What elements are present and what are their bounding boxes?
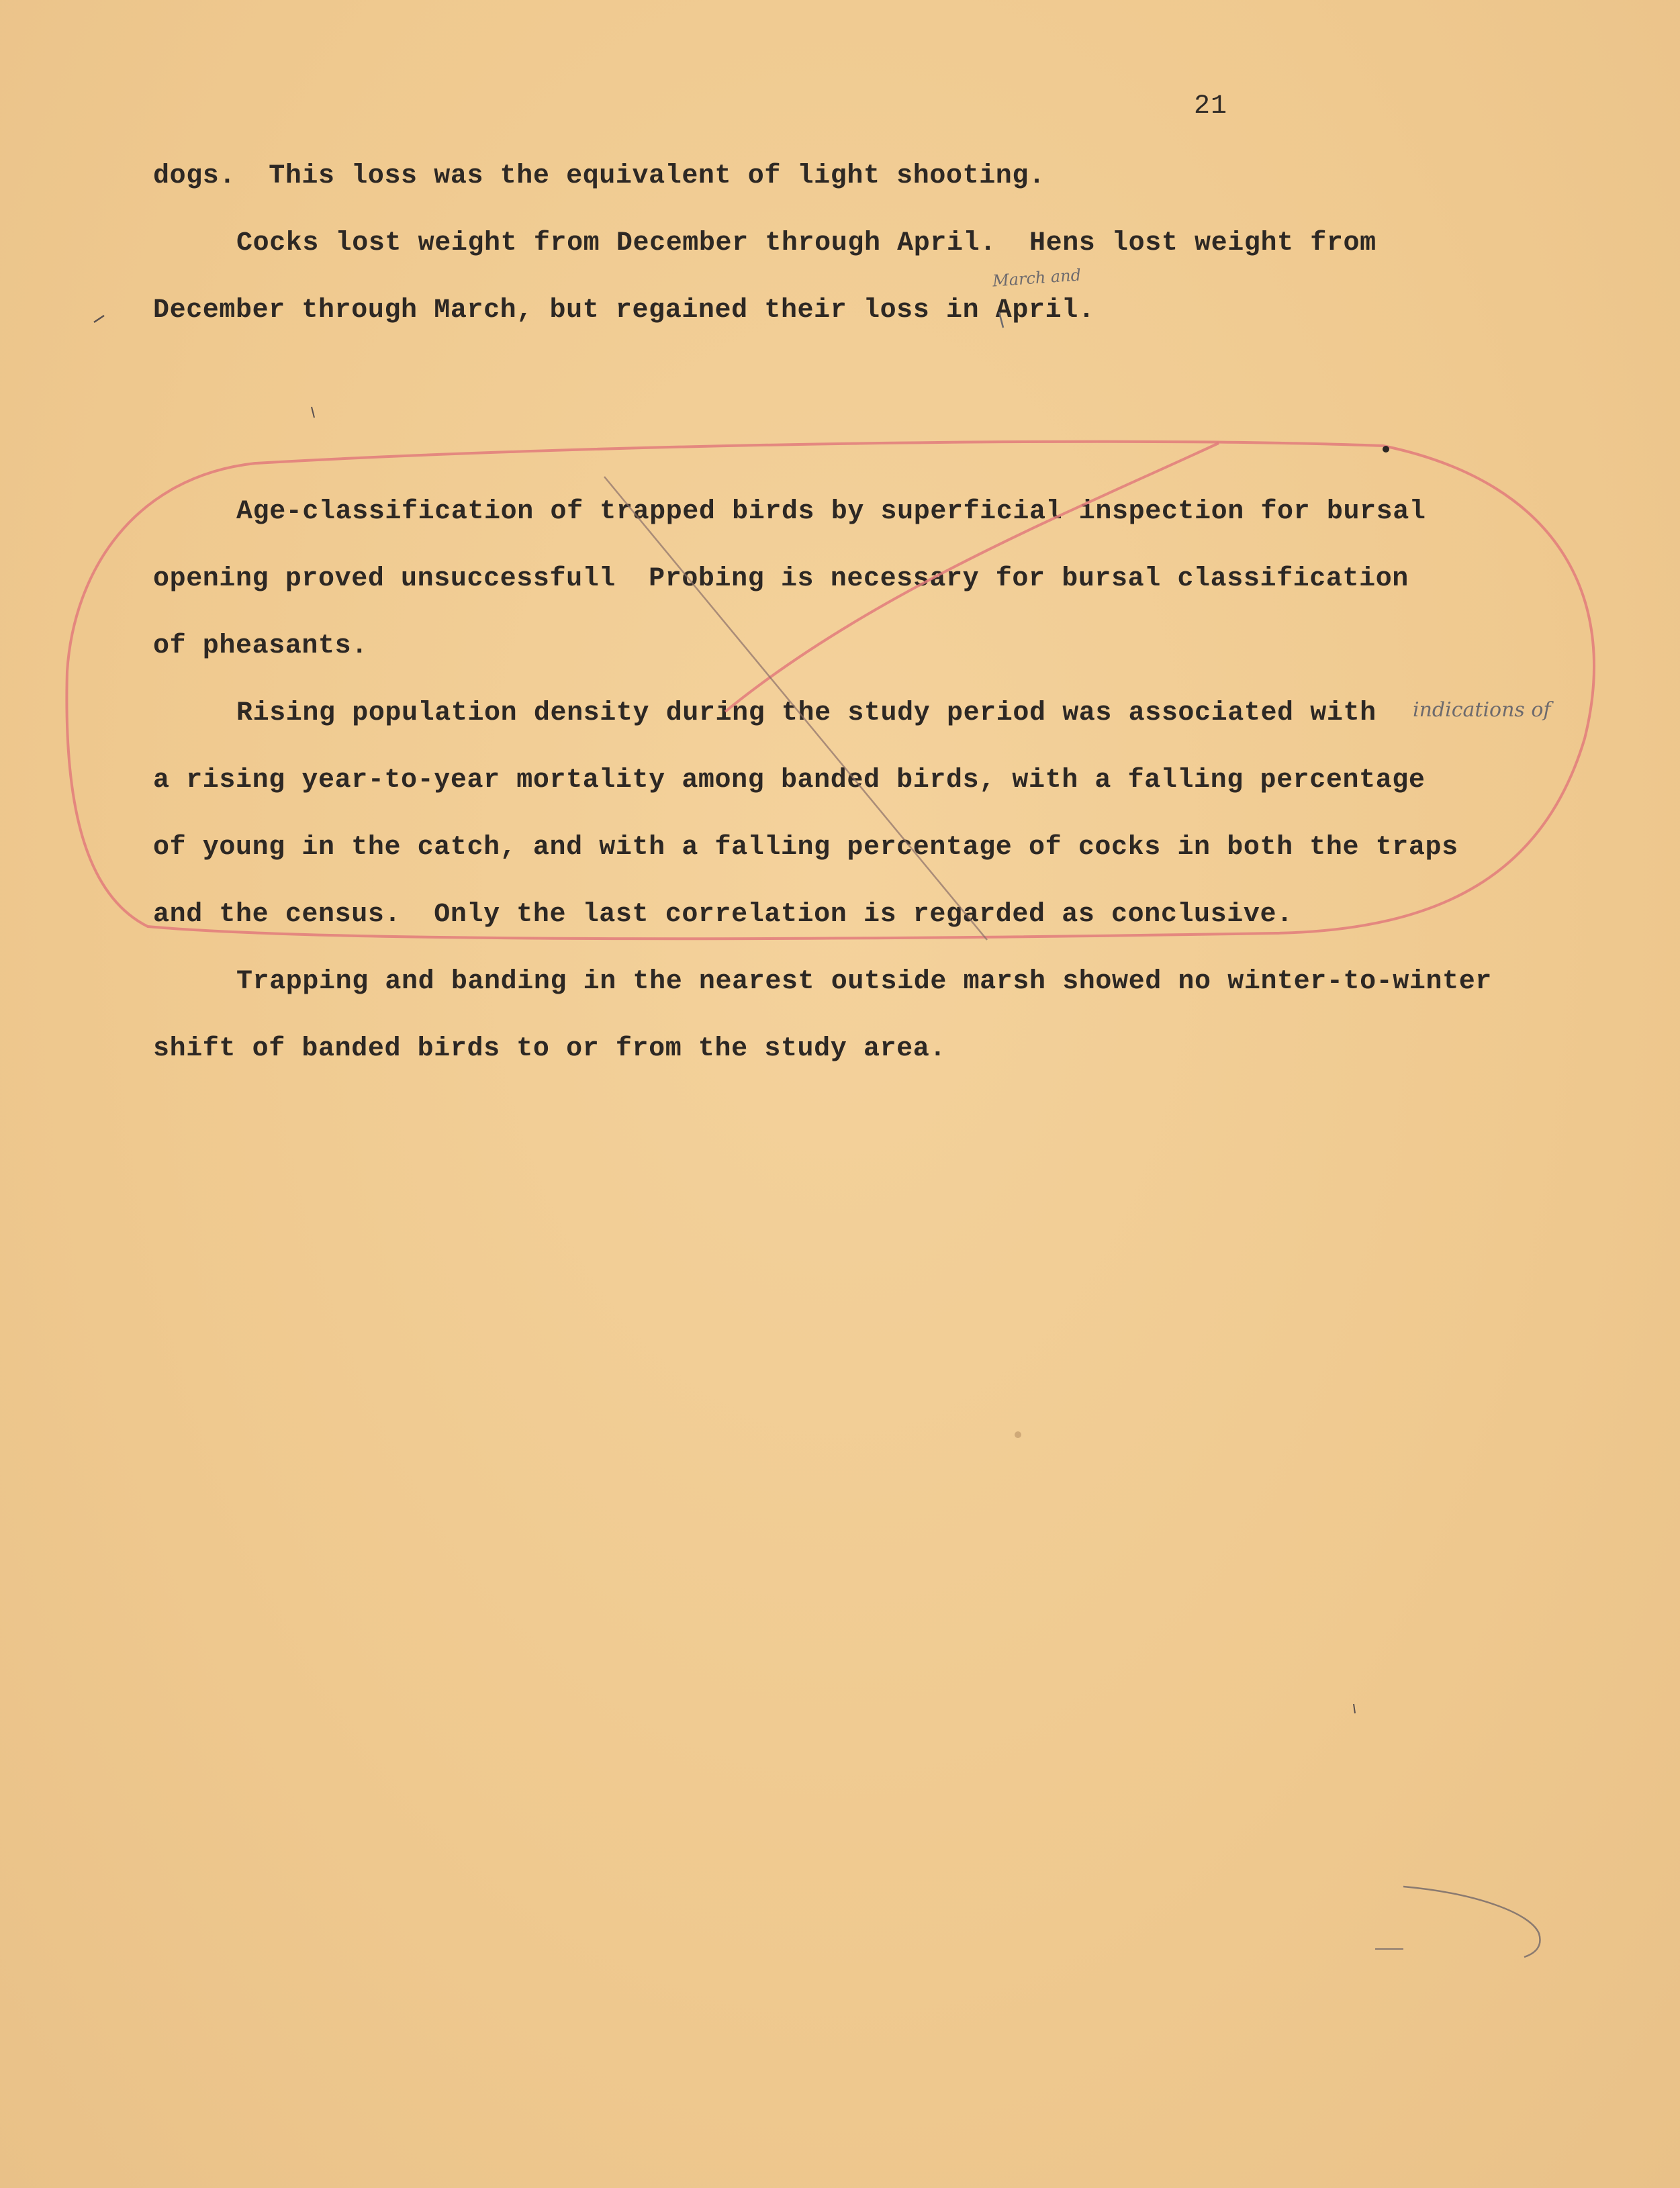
text-line: of young in the catch, and with a falling percentage of cocks in both the traps xyxy=(153,833,1458,863)
text-line: a rising year-to-year mortality among banded birds, with a falling percentage xyxy=(153,765,1426,796)
handwritten-insertion-indications-of: indications of xyxy=(1413,698,1551,722)
text-line: Age-classification of trapped birds by superficial inspection for bursal xyxy=(236,497,1426,527)
text-line: Rising population density during the study period was associated with xyxy=(236,698,1376,728)
text-line: dogs. This loss was the equivalent of light shooting. xyxy=(153,161,1045,191)
text-line: of pheasants. xyxy=(153,631,368,661)
text-line: December through March, but regained their loss in April. xyxy=(153,295,1095,326)
text-line: shift of banded birds to or from the study area. xyxy=(153,1034,946,1064)
text-line: opening proved unsuccessfull Probing is necessary for bursal classification xyxy=(153,564,1409,594)
page-number: 21 xyxy=(1194,91,1228,122)
text-line: and the census. Only the last correlation is regarded as conclusive. xyxy=(153,900,1293,930)
text-line: Trapping and banding in the nearest outside marsh showed no winter-to-winter xyxy=(236,967,1492,997)
text-line: Cocks lost weight from December through April. Hens lost weight from xyxy=(236,228,1376,258)
handwritten-insertion-march-and: March and xyxy=(992,265,1082,291)
